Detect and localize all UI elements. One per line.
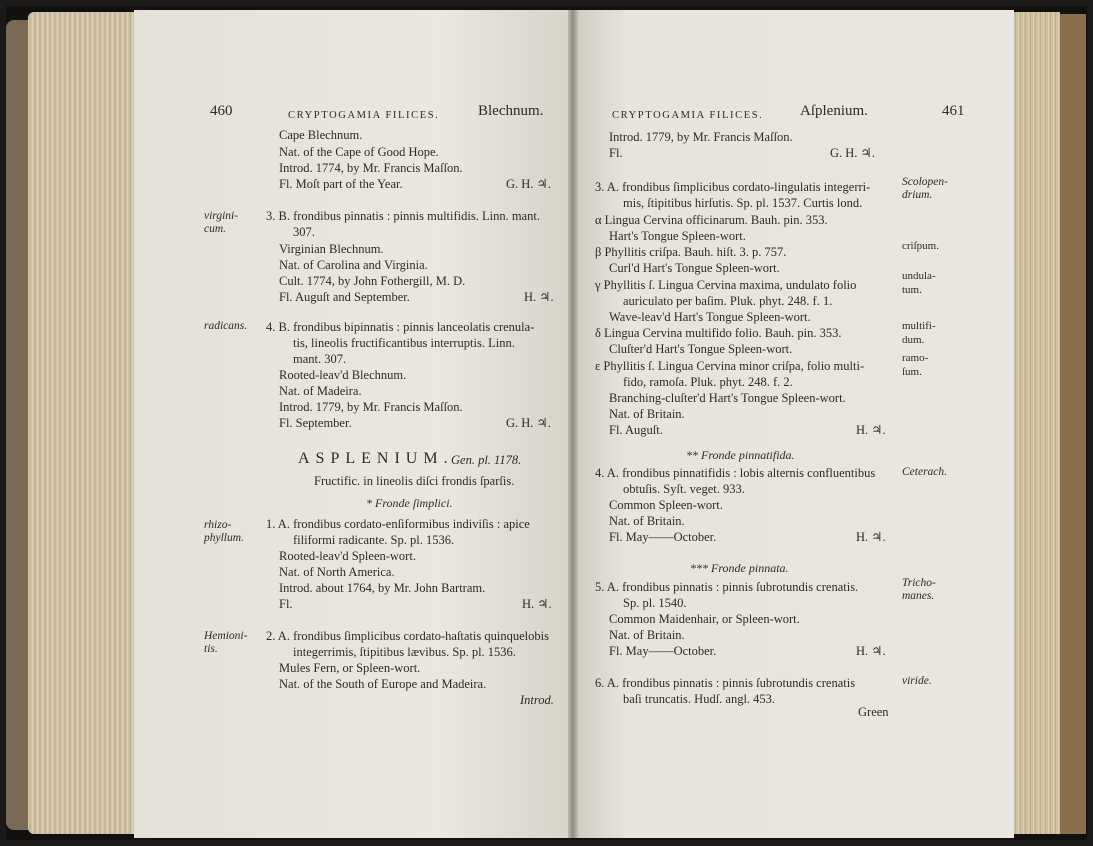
text-line: integerrimis, ſtipitibus lævibus. Sp. pl. 1536. (293, 645, 516, 659)
genus-reference: Gen. pl. 1178. (451, 453, 522, 467)
text-line: 4. A. frondibus pinnatifidis : lobis alternis confluentibus (595, 466, 876, 480)
book-gutter (568, 10, 578, 838)
section-heading: *** Fronde pinnata. (690, 561, 789, 575)
text-line: 2. A. frondibus ſimplicibus cordato-haſtatis quinquelobis (266, 629, 549, 643)
text-line: Cape Blechnum. (279, 128, 363, 142)
text-line: filiformi radicante. Sp. pl. 1536. (293, 533, 455, 547)
text-line: 6. A. frondibus pinnatis : pinnis ſubrotundis crenatis (595, 676, 856, 690)
page-edges-left (28, 12, 138, 834)
text-line: Fl. May——October. (609, 644, 717, 658)
margin-note: ramo- (902, 352, 929, 364)
margin-note: tis. (204, 643, 218, 655)
text-line: Fl. (609, 146, 623, 160)
text-line: Cult. 1774, by John Fothergill, M. D. (279, 274, 466, 288)
text-line: Rooted-leav'd Blechnum. (279, 368, 407, 382)
running-head-genus-left: Blechnum. (478, 103, 544, 119)
catchword: Green (858, 705, 889, 719)
text-line: 5. A. frondibus pinnatis : pinnis ſubrotundis crenatis. (595, 580, 859, 594)
text-line: Curl'd Hart's Tongue Spleen-wort. (609, 261, 780, 275)
text-line: Branching-cluſter'd Hart's Tongue Spleen-wort. (609, 391, 846, 405)
section-heading: * Fronde ſimplici. (366, 496, 453, 510)
margin-note: viride. (902, 675, 932, 687)
text-line: Mules Fern, or Spleen-wort. (279, 661, 421, 675)
text-line: Nat. of the South of Europe and Madeira. (279, 677, 487, 691)
margin-note: phyllum. (204, 532, 244, 544)
section-heading: ** Fronde pinnatifida. (686, 448, 795, 462)
text-line: Common Maidenhair, or Spleen-wort. (609, 612, 800, 626)
text-line: Hart's Tongue Spleen-wort. (609, 229, 746, 243)
margin-note: undula- (902, 270, 936, 282)
text-line: Fl. Auguſt and September. (279, 290, 410, 304)
climate-mark: H. ♃. (856, 423, 886, 437)
text-line: Nat. of Madeira. (279, 384, 362, 398)
genus-heading: ASPLENIUM. (298, 450, 454, 467)
text-line: δ Lingua Cervina multifido folio. Bauh. pin. 353. (595, 326, 842, 340)
margin-note: criſpum. (902, 240, 939, 252)
text-line: mant. 307. (293, 352, 347, 366)
margin-note: dum. (902, 334, 925, 346)
climate-mark: G. H. ♃. (506, 416, 551, 430)
page-number-right: 461 (942, 103, 965, 119)
margin-note: Hemioni- (204, 630, 248, 642)
text-line: Rooted-leav'd Spleen-wort. (279, 549, 416, 563)
text-line: Sp. pl. 1540. (623, 596, 687, 610)
text-line: 4. B. frondibus bipinnatis : pinnis lanceolatis crenula- (266, 320, 535, 334)
running-head-right: CRYPTOGAMIA FILICES. (612, 110, 764, 121)
text-line: Cluſter'd Hart's Tongue Spleen-wort. (609, 342, 793, 356)
text-line: mis, ſtipitibus hirſutis. Sp. pl. 1537. Curtis lond. (623, 196, 863, 210)
margin-note: virgini- (204, 210, 239, 222)
text-line: Fl. September. (279, 416, 352, 430)
margin-note: tum. (902, 284, 922, 296)
text-line: Nat. of Britain. (609, 407, 685, 421)
margin-note: Ceterach. (902, 466, 948, 478)
text-line: Introd. 1779, by Mr. Francis Maſſon. (609, 130, 793, 144)
climate-mark: H. ♃. (524, 290, 554, 304)
text-line: Wave-leav'd Hart's Tongue Spleen-wort. (609, 310, 811, 324)
text-line: Introd. 1779, by Mr. Francis Maſſon. (279, 400, 463, 414)
climate-mark: G. H. ♃. (506, 177, 551, 191)
catchword: Introd. (520, 693, 554, 707)
text-line: Nat. of North America. (279, 565, 395, 579)
text-line: Introd. about 1764, by Mr. John Bartram. (279, 581, 486, 595)
margin-note: drium. (902, 189, 933, 201)
margin-note: Scolopen- (902, 176, 948, 188)
page-edges-right (1012, 12, 1060, 834)
text-line: α Lingua Cervina officinarum. Bauh. pin. 353. (595, 213, 828, 227)
text-line: 3. B. frondibus pinnatis : pinnis multifidis. Linn. mant. (266, 209, 540, 223)
text-line: Nat. of Britain. (609, 514, 685, 528)
text-line: Nat. of the Cape of Good Hope. (279, 145, 439, 159)
margin-note: Tricho- (902, 577, 936, 589)
text-line: auriculato per baſim. Pluk. phyt. 248. f. 1. (623, 294, 833, 308)
climate-mark: H. ♃. (522, 597, 552, 611)
page-number-left: 460 (210, 103, 233, 119)
text-line: Introd. 1774, by Mr. Francis Maſſon. (279, 161, 463, 175)
text-line: Nat. of Britain. (609, 628, 685, 642)
text-line: Fl. Auguſt. (609, 423, 663, 437)
text-line: 1. A. frondibus cordato-enſiformibus indiviſis : apice (266, 517, 530, 531)
text-line: obtuſis. Syſt. veget. 933. (623, 482, 745, 496)
running-head-genus-right: Aſplenium. (800, 103, 868, 119)
margin-note: manes. (902, 590, 935, 602)
fructification-note: Fructific. in lineolis diſci frondis ſparſis. (314, 474, 515, 488)
margin-note: multifi- (902, 320, 936, 332)
text-line: baſi truncatis. Hudſ. angl. 453. (623, 692, 776, 706)
text-line: Fl. May——October. (609, 530, 717, 544)
running-head-left: CRYPTOGAMIA FILICES. (288, 110, 440, 121)
book-cover-right (1058, 14, 1086, 834)
text-line: γ Phyllitis ſ. Lingua Cervina maxima, undulato folio (595, 278, 857, 292)
margin-note: radicans. (204, 320, 248, 332)
text-line: tis, lineolis fructificantibus interruptis. Linn. (293, 336, 515, 350)
text-line: 307. (293, 225, 315, 239)
text-line: Nat. of Carolina and Virginia. (279, 258, 428, 272)
text-line: Common Spleen-wort. (609, 498, 723, 512)
climate-mark: H. ♃. (856, 530, 886, 544)
text-line: Fl. Moſt part of the Year. (279, 177, 403, 191)
text-line: Fl. (279, 597, 293, 611)
text-line: 3. A. frondibus ſimplicibus cordato-lingulatis integerri- (595, 180, 871, 194)
climate-mark: G. H. ♃. (830, 146, 875, 160)
margin-note: ſum. (902, 366, 922, 378)
text-line: β Phyllitis criſpa. Bauh. hiſt. 3. p. 757. (595, 245, 787, 259)
text-line: ε Phyllitis ſ. Lingua Cervina minor criſpa, folio multi- (595, 359, 865, 373)
climate-mark: H. ♃. (856, 644, 886, 658)
text-line: Virginian Blechnum. (279, 242, 384, 256)
text-line: fido, ramoſa. Pluk. phyt. 248. f. 2. (623, 375, 793, 389)
margin-note: rhizo- (204, 519, 232, 531)
margin-note: cum. (204, 223, 227, 235)
